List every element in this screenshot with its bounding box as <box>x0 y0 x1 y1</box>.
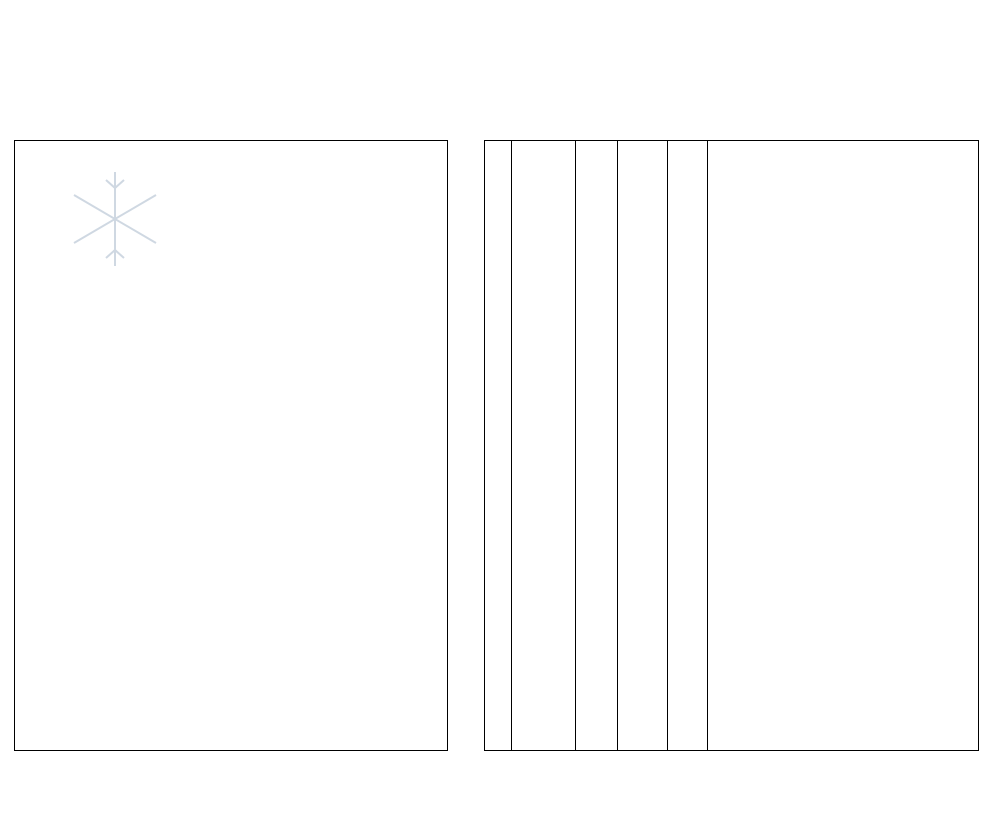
crystal-frame <box>485 141 979 751</box>
snowflake-icon <box>74 172 156 266</box>
hardness-frame <box>15 141 448 751</box>
snowpilot-logo <box>74 172 156 266</box>
